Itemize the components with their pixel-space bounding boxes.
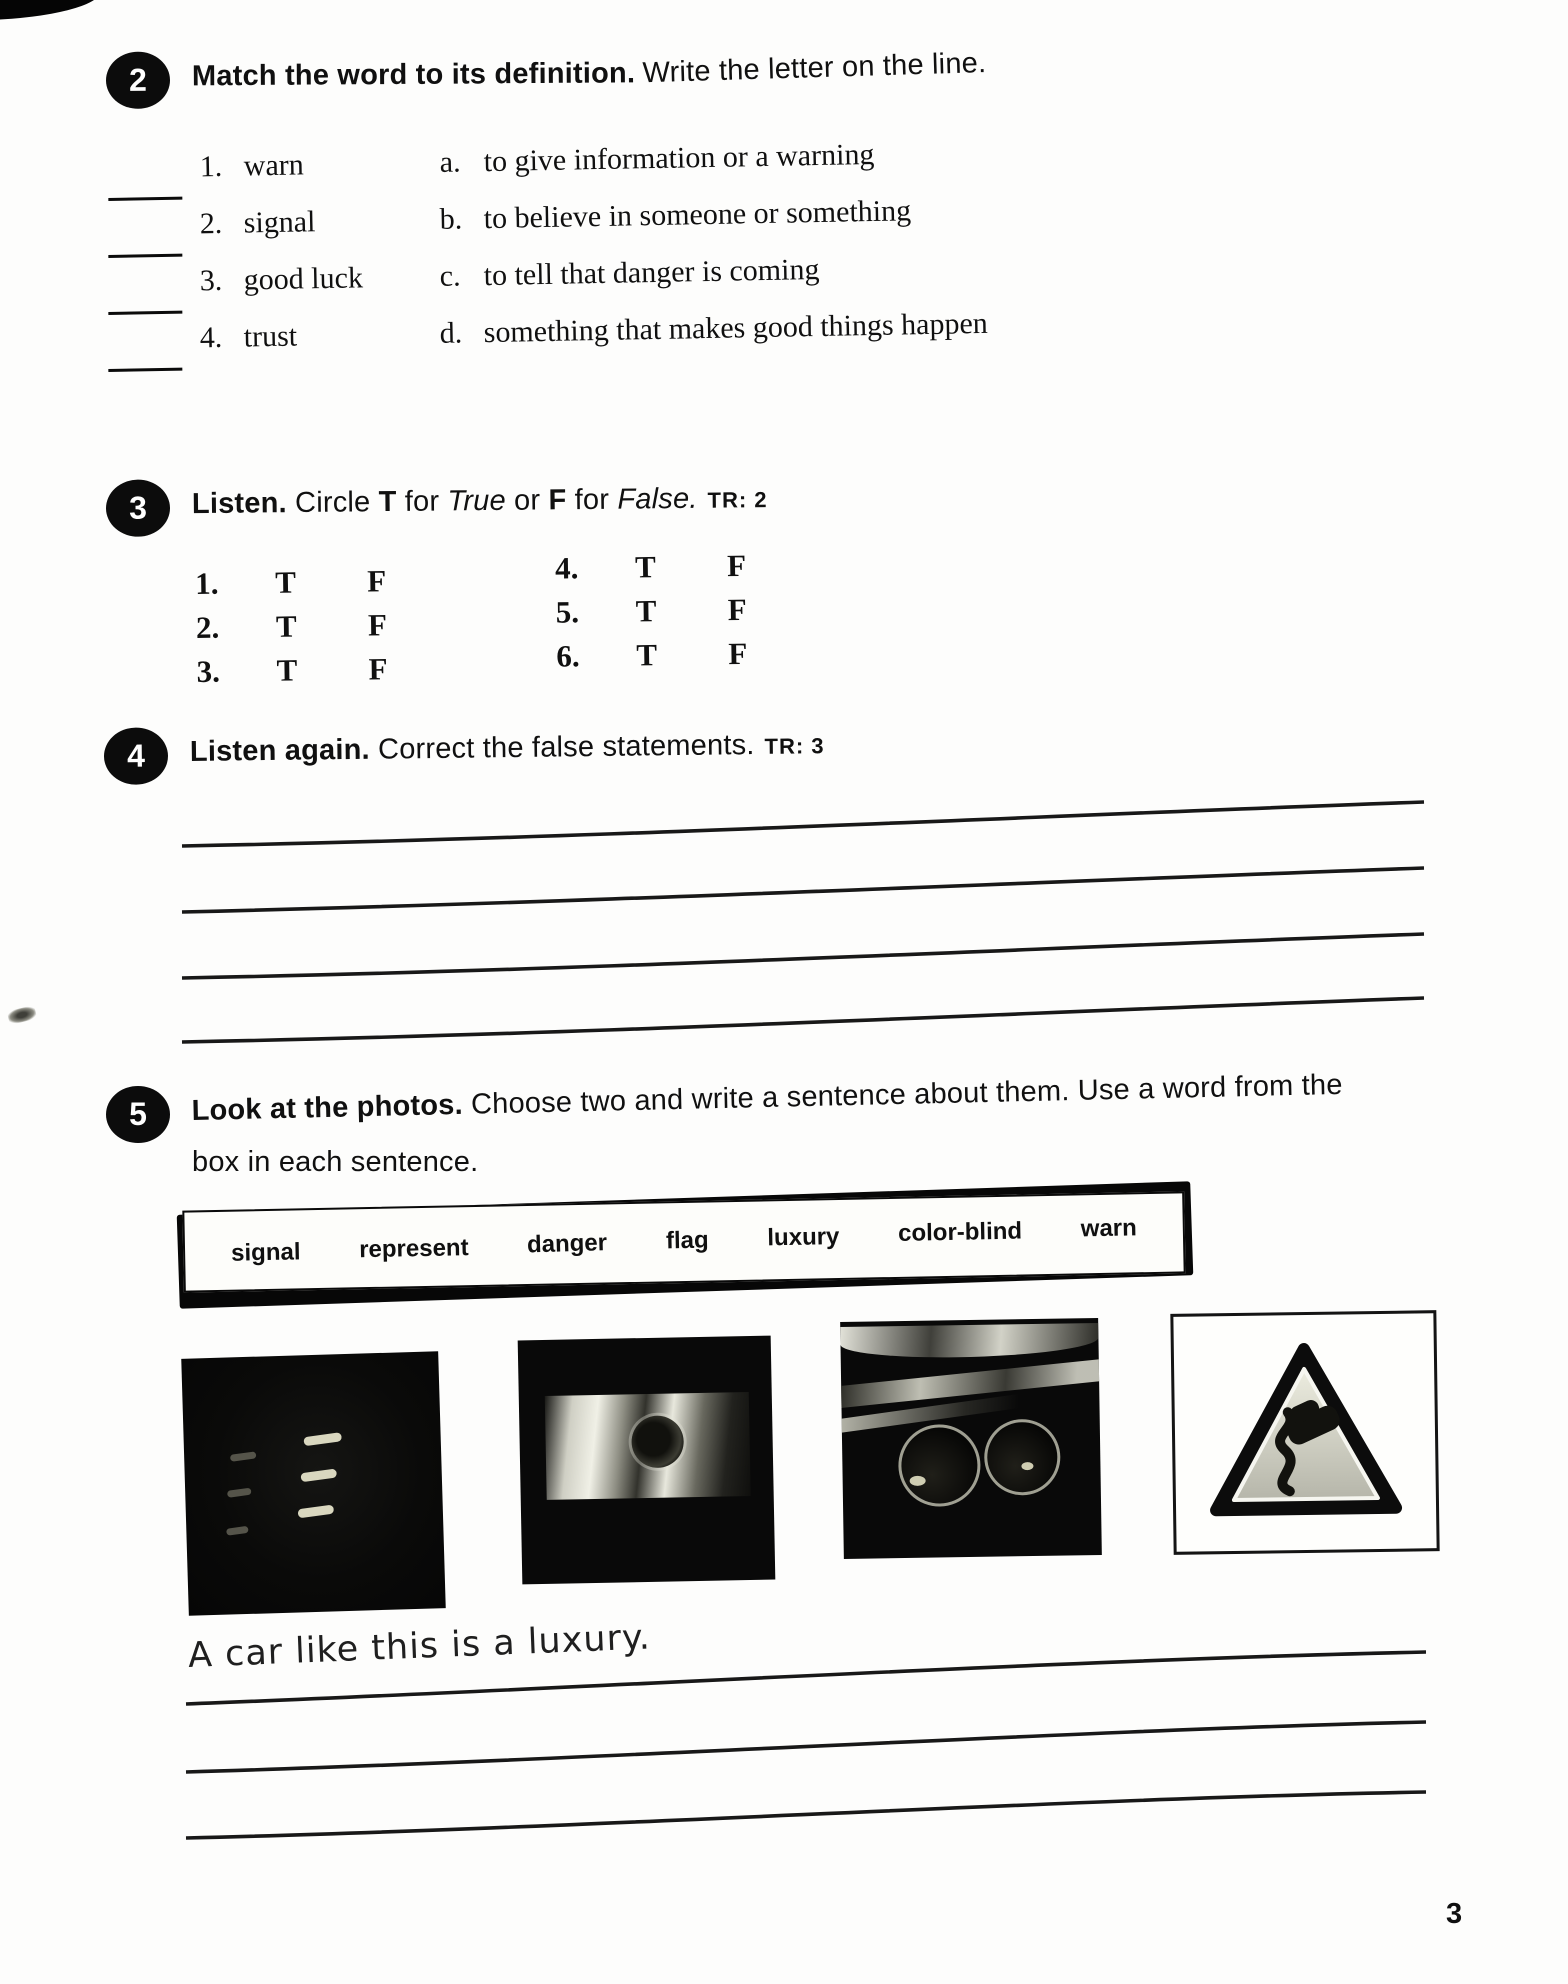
tf-number: 4. <box>554 550 579 586</box>
tail-light-icon <box>984 1419 1061 1496</box>
item-number: 2. <box>199 206 223 241</box>
tf-row-6 <box>556 635 775 682</box>
exercise-4-title <box>190 719 825 769</box>
tail-light-icon <box>898 1424 981 1507</box>
item-word: signal <box>243 205 316 240</box>
signal-light-icon <box>300 1468 337 1482</box>
item-number: 3. <box>199 263 223 298</box>
word-chip-warn: warn <box>1080 1214 1138 1243</box>
word-chip-luxury: luxury <box>767 1223 840 1252</box>
tf-column-right <box>555 547 775 692</box>
tf-false-option[interactable]: F <box>728 635 748 672</box>
tf-number: 6. <box>556 638 580 674</box>
item-number: 1. <box>199 149 223 184</box>
title-segment-t: T <box>378 485 397 519</box>
tf-number: 3. <box>196 653 221 689</box>
writing-line[interactable] <box>186 1652 1426 1704</box>
exercise-3-badge: 3 <box>106 479 171 537</box>
true-false-grid <box>195 547 775 698</box>
tf-true-option[interactable]: T <box>635 593 657 629</box>
handwriting-sample-answer: A car like this is a luxury. <box>187 1617 652 1676</box>
definition-text: something that makes good things happen <box>483 306 989 350</box>
definition-letter: c. <box>439 259 461 293</box>
writing-line[interactable] <box>182 934 1424 978</box>
tf-true-option[interactable]: T <box>275 564 297 600</box>
definition-text: to tell that danger is coming <box>483 252 820 293</box>
tf-row-5 <box>555 591 774 638</box>
tf-number: 5. <box>555 594 580 630</box>
tf-row-1 <box>195 563 414 610</box>
title-segment: Circle <box>294 486 379 520</box>
word-chip-danger: danger <box>526 1229 608 1259</box>
definition-letter: d. <box>439 316 463 350</box>
car-roof-highlight <box>840 1323 1098 1359</box>
tf-column-left <box>195 563 415 698</box>
writing-line[interactable] <box>182 868 1424 912</box>
exercise-5-title-rest: Choose two and write a sentence about them. Use a word from the <box>470 1068 1343 1121</box>
writing-line[interactable] <box>182 998 1424 1042</box>
title-segment: for <box>396 485 448 518</box>
exercise-5-writing-lines <box>176 1628 1436 1858</box>
matching-exercise <box>108 137 989 380</box>
exercise-5-header <box>106 1068 1343 1179</box>
definition-letter: b. <box>439 202 463 236</box>
tf-false-option[interactable]: F <box>367 607 388 643</box>
item-word: trust <box>243 319 298 354</box>
definition-text: to believe in someone or something <box>483 194 912 236</box>
word-chip-flag: flag <box>665 1226 709 1255</box>
tf-false-option[interactable]: F <box>368 651 388 687</box>
answer-blank-3[interactable] <box>108 287 182 315</box>
signal-light-dim-icon <box>226 1526 249 1536</box>
tf-true-option[interactable]: T <box>636 637 658 673</box>
writing-line[interactable] <box>182 802 1424 846</box>
exercise-5-title-bold: Look at the photos. <box>191 1088 464 1128</box>
exercise-5-badge: 5 <box>106 1086 170 1143</box>
scan-corner-artifact <box>0 0 100 20</box>
exercise-4-title-bold: Listen again. <box>189 733 370 768</box>
photo-night-signal-lights <box>181 1351 446 1616</box>
title-segment: for <box>566 483 618 517</box>
exercise-2-title <box>192 46 988 94</box>
tf-true-option[interactable]: T <box>276 652 298 688</box>
photo-luxury-car-rear <box>840 1318 1102 1559</box>
tf-false-option[interactable]: F <box>727 591 747 628</box>
tf-row-3 <box>196 651 415 698</box>
answer-blank-1[interactable] <box>108 173 182 201</box>
tf-true-option[interactable]: T <box>634 549 657 585</box>
tf-number: 1. <box>195 565 219 602</box>
tf-false-option[interactable]: F <box>726 547 747 584</box>
definition-text: to give information or a warning <box>483 137 875 179</box>
tf-false-option[interactable]: F <box>367 563 387 599</box>
writing-line[interactable] <box>186 1722 1426 1772</box>
tf-number: 2. <box>195 609 220 645</box>
title-segment-f: F <box>548 484 567 517</box>
tf-row-2 <box>196 607 415 654</box>
smudge-mark <box>7 1005 38 1025</box>
exercise-5-title-line2: box in each sentence. <box>192 1146 479 1178</box>
tf-row-4 <box>555 547 774 594</box>
item-word: good luck <box>243 261 364 297</box>
item-word: warn <box>243 148 305 183</box>
exercise-4-writing-lines <box>172 788 1434 1056</box>
exercise-2-title-bold: Match the word to its definition. <box>191 57 636 93</box>
exercise-4-header <box>104 719 825 785</box>
exercise-3-header <box>106 473 768 537</box>
track-label: TR: 3 <box>764 733 825 759</box>
title-segment: or <box>505 484 549 517</box>
writing-line[interactable] <box>186 1792 1426 1838</box>
exercise-3-title <box>192 473 768 521</box>
word-chip-signal: signal <box>230 1238 301 1267</box>
exercise-4-badge: 4 <box>104 727 169 785</box>
title-segment-false: False. <box>617 482 698 516</box>
track-label: TR: 2 <box>707 487 768 513</box>
answer-blank-4[interactable] <box>108 344 182 372</box>
exercise-3-title-bold: Listen. <box>191 487 287 521</box>
word-box <box>178 1198 1192 1292</box>
answer-blank-2[interactable] <box>108 230 182 258</box>
page-number: 3 <box>1446 1898 1463 1930</box>
exercise-5-title-line1 <box>191 1060 1343 1128</box>
word-chip-represent: represent <box>358 1234 469 1264</box>
definition-letter: a. <box>439 145 461 179</box>
exercise-2-title-rest: Write the letter on the line. <box>642 47 988 90</box>
exercise-2-badge: 2 <box>106 52 170 109</box>
title-segment-true: True <box>447 484 506 518</box>
flag-emblem-icon <box>631 1415 684 1468</box>
exercise-2-header <box>106 46 988 109</box>
signal-light-dim-icon <box>227 1488 252 1498</box>
photo-slippery-road-warning-sign <box>1170 1310 1439 1555</box>
flag-image <box>545 1392 751 1500</box>
warning-triangle-icon <box>1200 1333 1411 1532</box>
signal-light-dim-icon <box>230 1451 257 1461</box>
tf-true-option[interactable]: T <box>275 608 297 644</box>
item-number: 4. <box>199 320 223 355</box>
signal-light-icon <box>297 1505 334 1519</box>
exercise-4-title-rest: Correct the false statements. <box>377 729 755 766</box>
photo-flag <box>518 1336 776 1585</box>
word-chip-color-blind: color-blind <box>897 1217 1023 1247</box>
signal-light-icon <box>303 1432 342 1446</box>
